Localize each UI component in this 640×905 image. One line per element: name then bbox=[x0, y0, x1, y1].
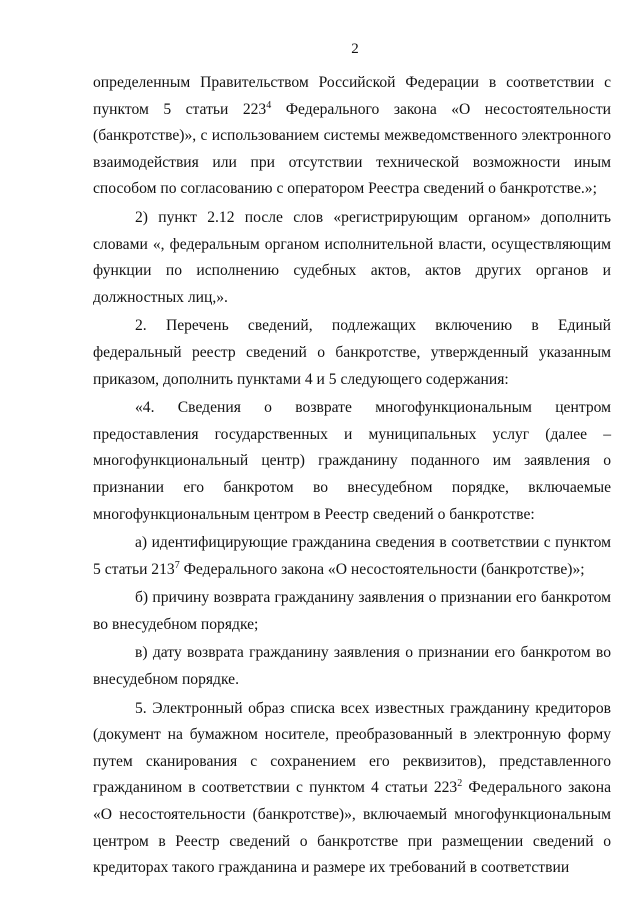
paragraph-item-2: 2) пункт 2.12 после слов «регистрирующим органом» дополнить словами «, федеральным органом исполнительной власти, осуществляющим функции по исполнению судебных актов, актов других органов и должностных лиц,». bbox=[93, 208, 611, 306]
page-number: 2 bbox=[351, 41, 359, 57]
paragraph-continuation bbox=[93, 70, 611, 203]
paragraph-text: а) идентифицирующие гражданина сведения в соответствии с пунктом 5 статьи 213 bbox=[93, 534, 611, 578]
superscript: 4 bbox=[266, 99, 272, 111]
document-page bbox=[93, 40, 611, 890]
paragraph-subitem-a bbox=[93, 530, 611, 583]
paragraph-text: Федерального закона «О несостоятельности (банкротстве)», включаемый многофункциональным центром в Реестр сведений о банкротстве при размещении сведений о кредиторах такого гражданина и размере их требований в соответствии bbox=[93, 779, 611, 877]
paragraph-text: определенным Правительством Российской Федерации в соответствии с пунктом 5 статьи 223 bbox=[93, 74, 611, 118]
paragraph-text: Федерального закона «О несостоятельности (банкротстве)», с использованием системы межведомственного электронного взаимодействия или при отсутствии технической возможности иным способом по согласованию с оператором Реестра сведений о банкротстве.»; bbox=[93, 100, 611, 198]
paragraph-subitem-v: в) дату возврата гражданину заявления о признании его банкротом во внесудебном порядке. bbox=[93, 644, 611, 689]
paragraph-text: Федерального закона «О несостоятельности (банкротстве)»; bbox=[179, 560, 585, 578]
paragraph-point-4: «4. Сведения о возврате многофункциональным центром предоставления государственных и муниципальных услуг (далее – многофункциональный центр) гражданину поданного им заявления о признании его банкротом во внесудебном порядке, включаемые многофункциональным центром в Реестр сведений о банкротстве: bbox=[93, 399, 611, 523]
paragraph-section-2: 2. Перечень сведений, подлежащих включению в Единый федеральный реестр сведений о банкротстве, утвержденный указанным приказом, дополнить пунктами 4 и 5 следующего содержания: bbox=[93, 317, 611, 388]
superscript: 2 bbox=[457, 778, 463, 790]
superscript: 7 bbox=[174, 559, 180, 571]
paragraph-point-5 bbox=[93, 696, 611, 882]
paragraph-subitem-b: б) причину возврата гражданину заявления о признании его банкротом во внесудебном порядке; bbox=[93, 589, 611, 633]
paragraph-text: 5. Электронный образ списка всех известных гражданину кредиторов (документ на бумажном носителе, преобразованный в электронную форму путем сканирования с сохранением его реквизитов), представленного гражданином в соответствии с пунктом 4 статьи 223 bbox=[93, 699, 611, 797]
